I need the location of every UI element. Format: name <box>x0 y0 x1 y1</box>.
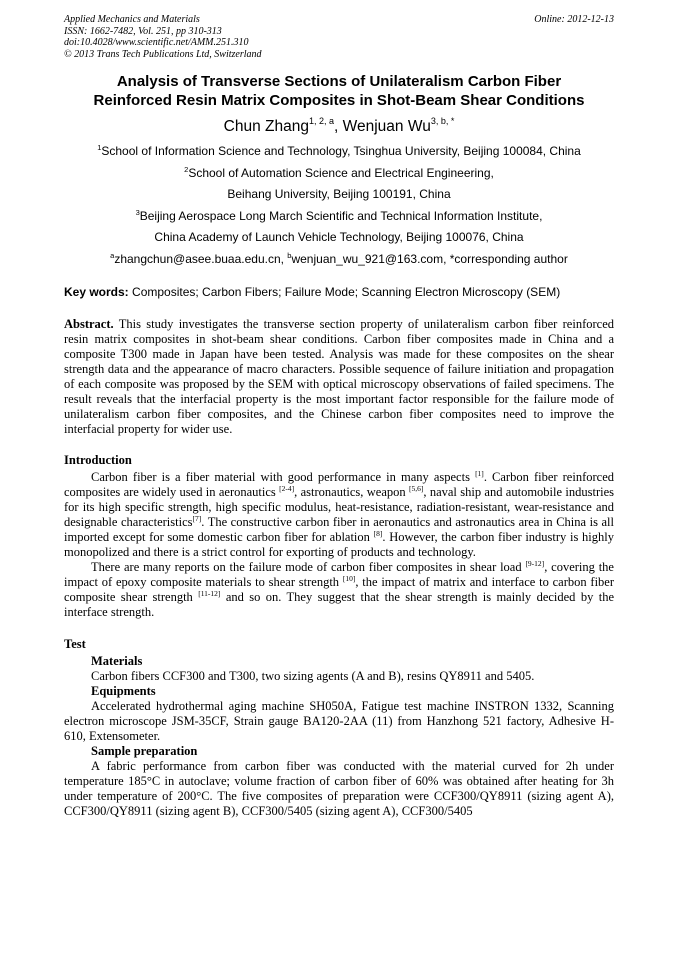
title-line-1: Analysis of Transverse Sections of Unilateralism Carbon Fiber <box>116 73 562 90</box>
email-mark: a <box>110 250 115 260</box>
body-text: Carbon fiber is a fiber material with good performance in many aspects <box>91 470 476 484</box>
affil-mark: 1 <box>97 143 102 152</box>
issn: ISSN: 1662-7482, Vol. 251, pp 310-313 <box>64 25 222 37</box>
subheading-materials: Materials <box>91 654 143 668</box>
author-1: Chun Zhang <box>223 118 309 135</box>
keywords-label: Key words: <box>64 285 129 299</box>
affil-text: School of Information Science and Technology, Tsinghua University, Beijing 100084, China <box>101 144 581 158</box>
equipments-text: Accelerated hydrothermal aging machine SH050A, Fatigue test machine INSTRON 1332, Scanning electron microscope JSM-35CF, Strain gauge BA120-2AA (11) from Hanzhong 521 factory, Adhesive H-610, Extensometer. <box>64 699 614 743</box>
subheading-sample-preparation: Sample preparation <box>91 744 198 758</box>
affil-text: School of Automation Science and Electrical Engineering, <box>188 165 494 180</box>
body-text: , the impact of matrix and interface to carbon fiber composite shear strength <box>64 575 614 604</box>
section-heading-test: Test <box>64 637 86 651</box>
sample-preparation-text: A fabric performance from carbon fiber was conducted with the material curved for 2h under temperature 185°C in autoclave; volume fraction of carbon fiber of 60% was obtained after heating for 3h under temperature of 200°C. The five composites of preparation were CCF300/QY8911 (sizing agent A), CCF300/QY8911 (sizing agent B), CCF300/5405 (sizing agent A), CCF300/5405 <box>64 759 614 818</box>
email-link[interactable]: zhangchun@asee.buaa.edu.cn, <box>114 251 288 266</box>
email-link[interactable]: wenjuan_wu_921@163.com, *corresponding author <box>291 251 568 266</box>
affil-mark: 2 <box>184 164 189 174</box>
affiliation-3 <box>64 206 614 228</box>
affiliation-3-cont: China Academy of Launch Vehicle Technology, Beijing 100076, China <box>154 230 524 244</box>
intro-paragraph-1 <box>64 470 614 560</box>
section-heading-introduction: Introduction <box>64 453 132 467</box>
citation[interactable]: [2-4] <box>279 484 295 493</box>
email-mark: b <box>287 250 292 260</box>
author-1-affil: 1, 2, a <box>308 116 335 126</box>
title-line-2: Reinforced Resin Matrix Composites in Shot-Beam Shear Conditions <box>93 92 585 109</box>
copyright: © 2013 Trans Tech Publications Ltd, Switzerland <box>64 48 262 60</box>
online-date: Online: 2012-12-13 <box>534 14 614 25</box>
citation[interactable]: [10] <box>342 574 356 583</box>
paper-page <box>64 14 614 819</box>
citation[interactable]: [9-12] <box>525 559 545 568</box>
journal-name: Applied Mechanics and Materials <box>64 14 200 25</box>
body-text: . Carbon fiber reinforced composites are widely used in aeronautics <box>64 470 615 499</box>
citation[interactable]: [1] <box>475 469 484 478</box>
abstract-label: Abstract. <box>64 317 114 331</box>
body-text: and so on. They suggest that the shear strength is mainly decided by the interface strength. <box>64 590 614 619</box>
body-text: . The constructive carbon fiber in aeronautics and astronautics area in China is all imported except for some domestic carbon fiber for ablation <box>64 515 614 544</box>
doi: doi:10.4028/www.scientific.net/AMM.251.310 <box>64 37 249 48</box>
affiliations <box>64 141 614 270</box>
paper-title <box>64 72 614 110</box>
author-2-affil: 3, b, * <box>430 116 455 126</box>
affiliation-2 <box>64 163 614 185</box>
keywords <box>64 284 614 300</box>
body-text: , naval ship and automobile industries for its high specific strength, high specific modulus, heat-resistance, radiation-resistant, wear-resistance and designable characteristics <box>64 485 614 529</box>
abstract <box>64 317 614 437</box>
citation[interactable]: [8] <box>373 529 383 538</box>
body-text: , covering the impact of epoxy composite materials to shear strength <box>64 560 614 589</box>
author-separator: , <box>334 118 343 135</box>
abstract-text: This study investigates the transverse section property of unilateralism carbon fiber reinforced resin matrix composites in shot-beam shear conditions. Carbon fiber composites made in China and a composite T300 made in Japan have been tested. Analysis was made for these composites on the shear strength data and the appearance of macro characters. Possible sequence of failure initiation and propagation of each composite was proposed by the SEM with optical microscopy observations of failed specimens. The result reveals that the interfacial property is the most important factor responsible for the failure mode of unilateralism carbon fiber composites, and the Chinese carbon fiber composites need to improve the interfacial property for wider use. <box>64 317 614 436</box>
author-2: Wenjuan Wu <box>342 118 431 135</box>
body-text: There are many reports on the failure mode of carbon fiber composites in shear load <box>91 560 526 574</box>
emails <box>64 249 614 271</box>
affil-text: Beijing Aerospace Long March Scientific and Technical Information Institute, <box>139 208 543 223</box>
body-text: . However, the carbon fiber industry is highly monopolized and there is a strict control for exporting of products and technology. <box>64 530 614 559</box>
keywords-text: Composites; Carbon Fibers; Failure Mode; Scanning Electron Microscopy (SEM) <box>128 285 561 299</box>
affiliation-1 <box>64 141 614 163</box>
citation[interactable]: [7] <box>192 514 202 523</box>
citation[interactable]: [11-12] <box>198 589 221 598</box>
body-text: , astronautics, weapon <box>294 485 409 499</box>
citation[interactable]: [5,6] <box>408 484 424 493</box>
author-line <box>64 117 614 137</box>
journal-header <box>64 14 614 60</box>
intro-paragraph-2 <box>64 560 614 620</box>
materials-text: Carbon fibers CCF300 and T300, two sizing agents (A and B), resins QY8911 and 5405. <box>91 669 535 683</box>
affil-mark: 3 <box>135 207 140 217</box>
affiliation-2-cont: Beihang University, Beijing 100191, China <box>227 187 451 201</box>
subheading-equipments: Equipments <box>91 684 156 698</box>
